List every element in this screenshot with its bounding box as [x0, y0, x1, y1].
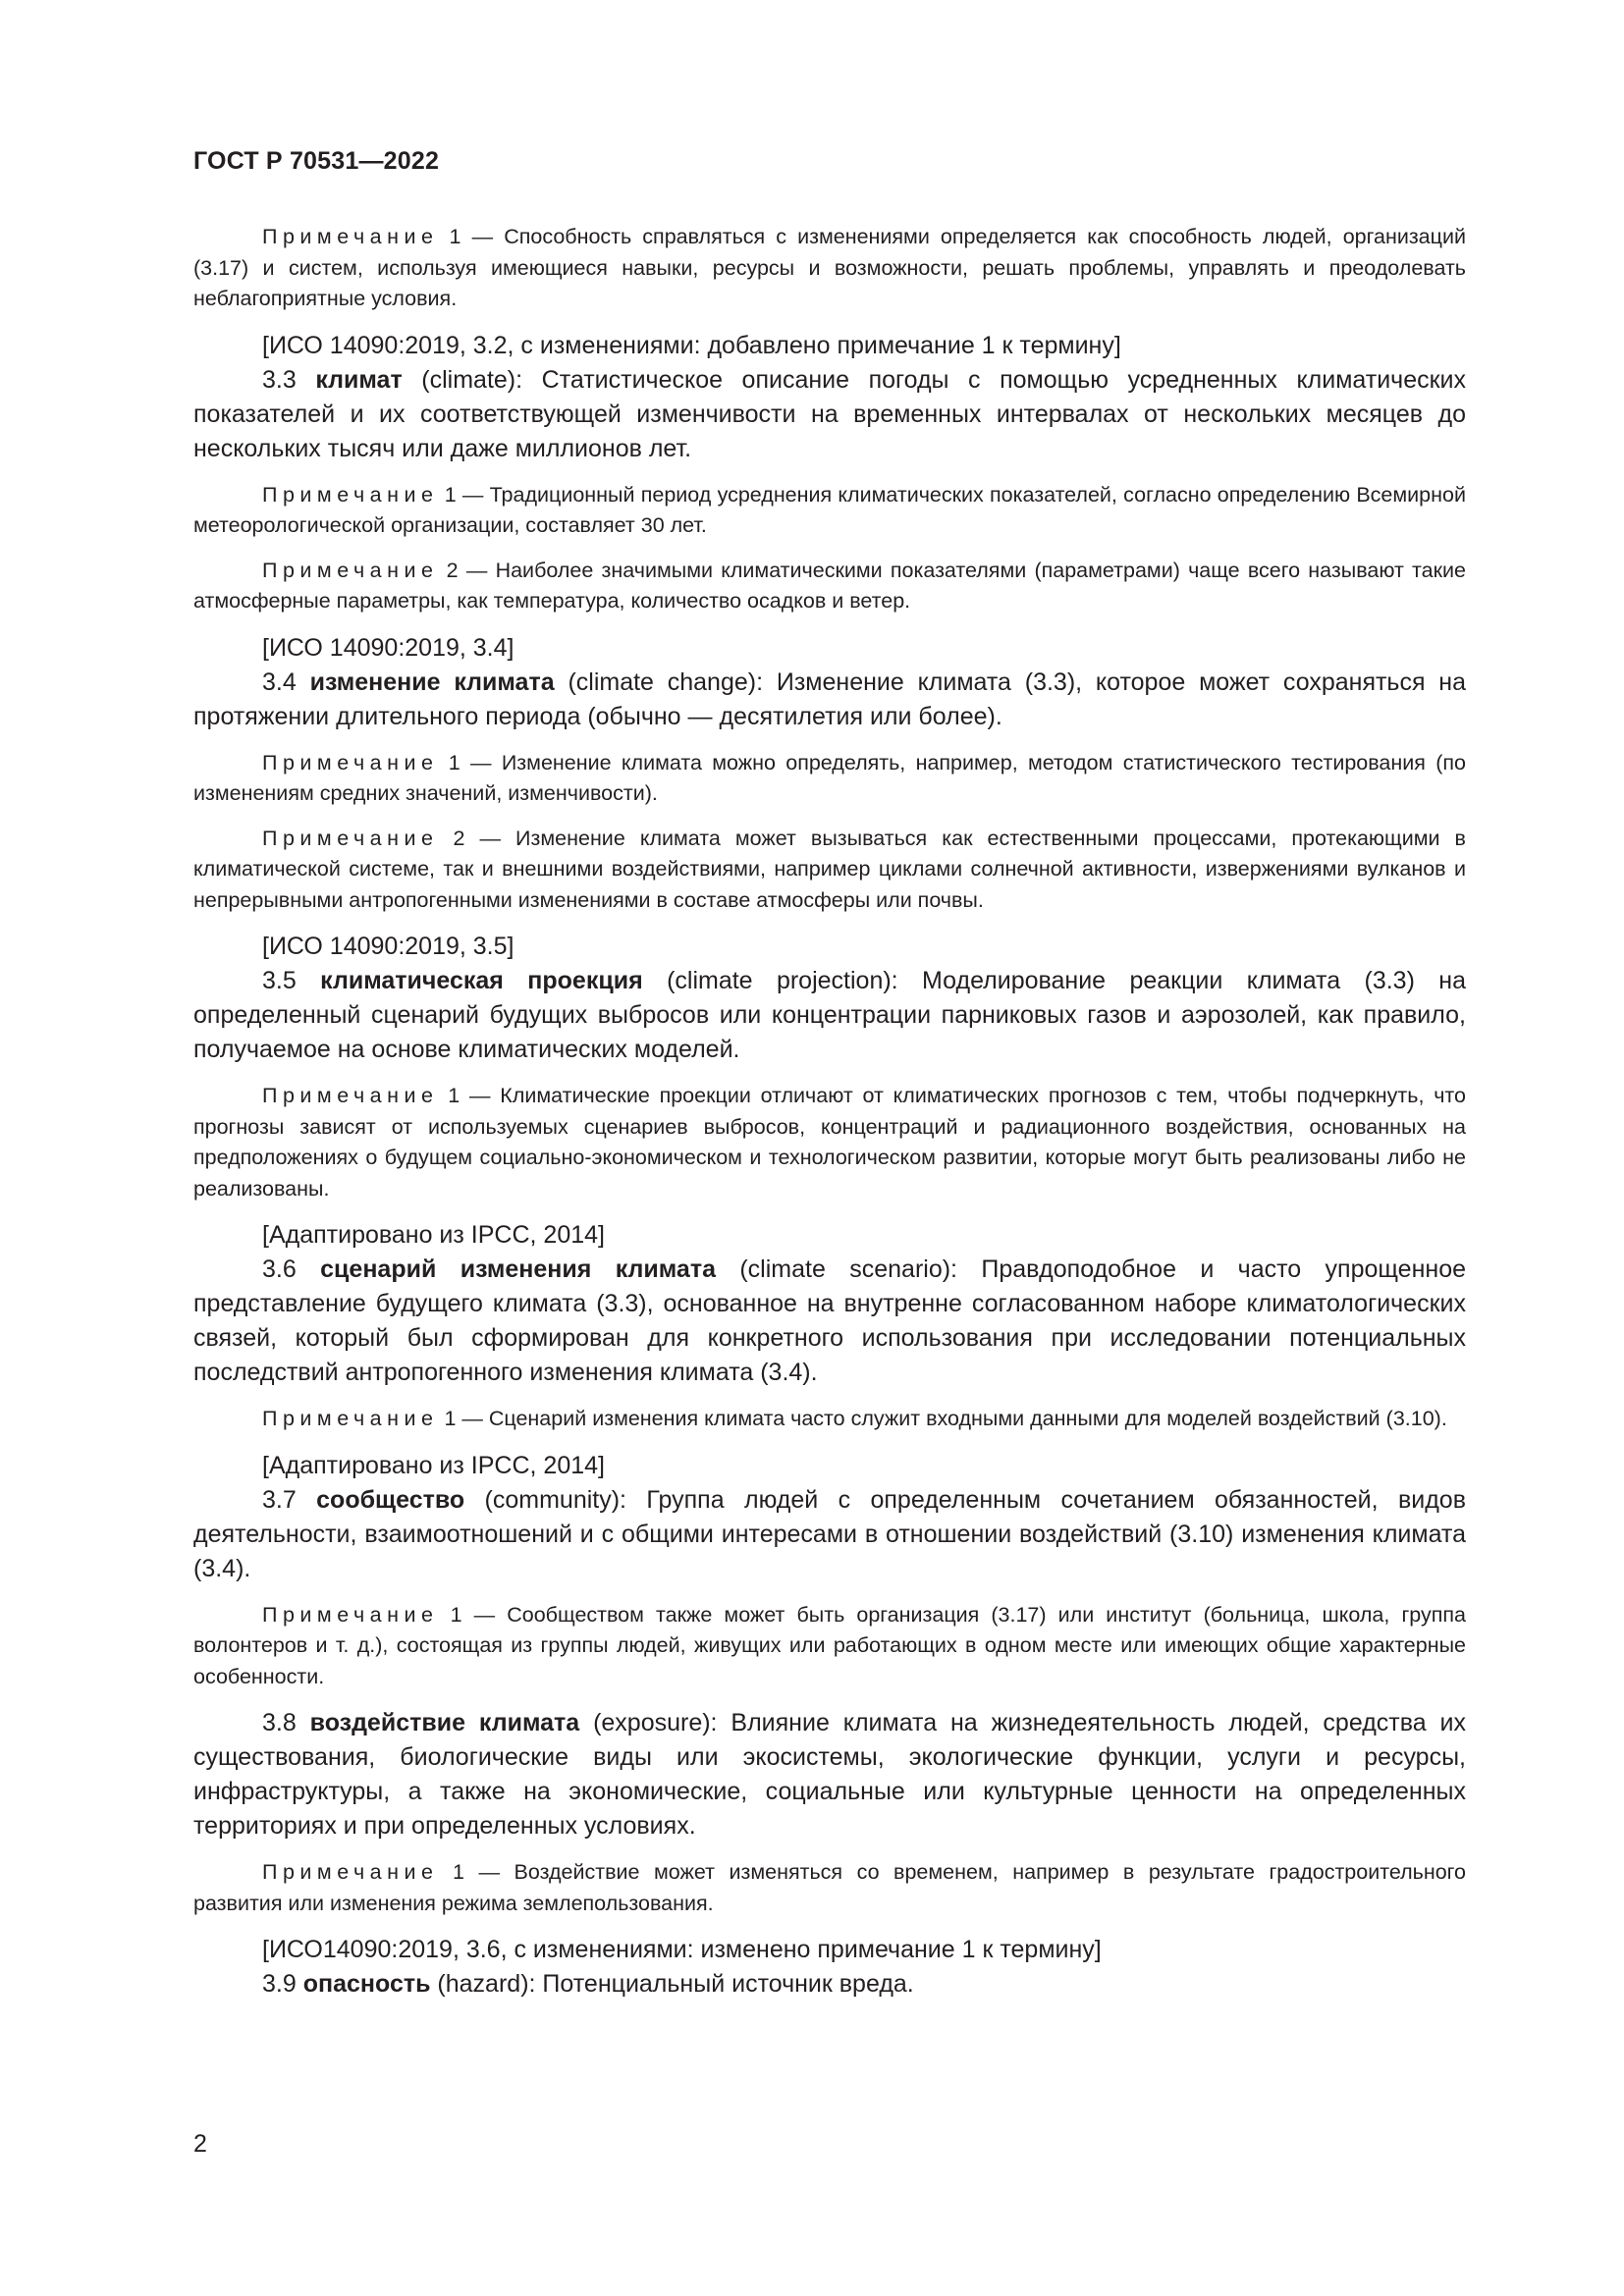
term-name: сообщество — [316, 1485, 465, 1514]
term-number: 3.8 — [262, 1709, 297, 1736]
source-reference: [ИСО14090:2019, 3.6, с изменениями: изменено примечание 1 к термину] — [262, 1936, 1102, 1963]
term-english: (exposure): — [593, 1709, 718, 1736]
note-text: — Изменение климата можно определять, например, методом статистического тестирования (по изменениям средних значений, изменчивости). — [193, 750, 1466, 805]
term-definition — [193, 1253, 1466, 1390]
term-name: климат — [315, 365, 403, 394]
note-paragraph — [193, 1600, 1466, 1693]
term-number: 3.9 — [262, 1970, 297, 1998]
note-text: — Климатические проекции отличают от климатических прогнозов с тем, чтобы подчеркнуть, что прогнозы зависят от используемых сценариев выбросов, концентраций и радиационного воздействия, основанных на предположениях о будущем социально-экономическом и технологическом развитии, которые могут быть реализованы либо не реализованы. — [193, 1084, 1466, 1201]
term-name: изменение климата — [309, 667, 555, 696]
note-text: — Способность справляться с изменениями определяется как способность людей, организаций (3.17) и систем, используя имеющиеся навыки, ресурсы и возможности, решать проблемы, управлять и преодолевать неблагоприятные условия. — [193, 225, 1466, 310]
note-label: Примечание — [262, 1860, 439, 1884]
note-text: — Наиболее значимыми климатическими показателями (параметрами) чаще всего называют такие атмосферные параметры, как температура, количество осадков и ветер. — [193, 558, 1466, 613]
source-reference: [Адаптировано из IPCC, 2014] — [262, 1221, 605, 1249]
term-text: Статистическое описание погоды с помощью усредненных климатических показателей и их соответствующей изменчивости на временных интервалах от нескольких месяцев до нескольких тысяч или даже миллионов лет. — [193, 365, 1467, 462]
note-paragraph — [193, 1857, 1466, 1919]
source-reference: [ИСО 14090:2019, 3.4] — [262, 633, 514, 662]
note-number: 1 — [444, 482, 457, 507]
term-text: Группа людей с определенным сочетанием обязанностей, видов деятельности, взаимоотношений и с общими интересами в отношении воздействий (3.10) изменения климата (3.4). — [193, 1485, 1466, 1582]
note-paragraph — [193, 222, 1466, 315]
term-definition — [193, 1706, 1466, 1843]
note-number: 1 — [444, 1407, 457, 1430]
note-number: 2 — [446, 558, 459, 582]
term-number: 3.4 — [262, 667, 297, 696]
note-label: Примечание — [262, 750, 439, 774]
note-label: Примечание — [262, 1084, 439, 1107]
term-definition — [193, 964, 1466, 1067]
note-label: Примечание — [262, 482, 439, 507]
note-label: Примечание — [262, 1602, 439, 1627]
note-number: 1 — [449, 225, 461, 248]
note-number: 1 — [450, 1602, 462, 1627]
note-paragraph — [193, 480, 1466, 542]
note-text: — Традиционный период усреднения климатических показателей, согласно определению Всемирной метеорологической организации, составляет 30 лет. — [193, 482, 1466, 537]
term-definition — [193, 666, 1466, 734]
term-text: Правдоподобное и часто упрощенное представление будущего климата (3.3), основанное на внутренне согласованном наборе климатологических связей, который был сформирован для конкретного использования при исследовании потенциальных последствий антропогенного изменения климата (3.4). — [193, 1255, 1466, 1386]
term-number: 3.6 — [262, 1255, 297, 1283]
note-paragraph — [193, 556, 1466, 617]
term-english: (climate scenario): — [739, 1255, 958, 1283]
note-text: — Сценарий изменения климата часто служит входными данными для моделей воздействий (3.10). — [461, 1407, 1447, 1430]
page-number: 2 — [193, 2130, 207, 2158]
note-paragraph — [193, 824, 1466, 917]
term-english: (community): — [484, 1485, 626, 1514]
source-reference: [ИСО 14090:2019, 3.2, с изменениями: добавлено примечание 1 к термину] — [262, 331, 1121, 359]
note-paragraph — [193, 1081, 1466, 1204]
document-body — [193, 222, 1466, 2015]
term-english: (climate change): — [568, 667, 764, 696]
term-name: климатическая проекция — [320, 967, 643, 994]
term-text: Потенциальный источник вреда. — [542, 1970, 914, 1998]
term-english: (climate projection): — [667, 967, 898, 994]
term-number: 3.3 — [262, 365, 297, 394]
term-name: воздействие климата — [309, 1709, 580, 1736]
note-label: Примечание — [262, 1407, 439, 1430]
note-label: Примечание — [262, 225, 439, 248]
note-label: Примечание — [262, 826, 439, 850]
term-name: сценарий изменения климата — [320, 1255, 716, 1283]
term-text: Изменение климата (3.3), которое может сохраняться на протяжении длительного периода (обычно — десятилетия или более). — [193, 667, 1467, 730]
source-reference: [ИСО 14090:2019, 3.5] — [262, 933, 514, 960]
term-name: опасность — [302, 1970, 431, 1998]
term-english: (climate): — [421, 365, 523, 394]
term-definition — [193, 1483, 1466, 1586]
note-number: 2 — [453, 826, 465, 850]
note-paragraph — [193, 748, 1466, 810]
note-number: 1 — [452, 1860, 464, 1884]
note-number: 1 — [448, 1084, 460, 1107]
term-definition — [193, 1967, 1466, 2002]
term-english: (hazard): — [437, 1970, 536, 1998]
term-number: 3.5 — [262, 967, 297, 994]
document-header: ГОСТ Р 70531—2022 — [193, 147, 440, 175]
note-paragraph — [193, 1404, 1466, 1435]
note-label: Примечание — [262, 558, 439, 582]
note-number: 1 — [448, 750, 460, 774]
term-text: Моделирование реакции климата (3.3) на определенный сценарий будущих выбросов или концентрации парниковых газов и аэрозолей, как правило, получаемое на основе климатических моделей. — [193, 967, 1466, 1063]
term-number: 3.7 — [262, 1485, 297, 1514]
term-text: Влияние климата на жизнедеятельность людей, средства их существования, биологические виды или экосистемы, экологические функции, услуги и ресурсы, инфраструктуры, а также на экономические, социальные или культурные ценности на определенных территориях и при определенных условиях. — [193, 1709, 1466, 1840]
note-text: — Изменение климата может вызываться как естественными процессами, протекающими в климатической системе, так и внешними воздействиями, например циклами солнечной активности, извержениями вулканов и непрерывными антропогенными изменениями в составе атмосферы или почвы. — [193, 826, 1466, 912]
term-definition — [193, 363, 1466, 466]
source-reference: [Адаптировано из IPCC, 2014] — [262, 1451, 605, 1479]
note-text: — Воздействие может изменяться со временем, например в результате градостроительного развития или изменения режима землепользования. — [193, 1860, 1466, 1915]
note-text: — Сообществом также может быть организация (3.17) или институт (больница, школа, группа волонтеров и т. д.), состоящая из группы людей, живущих или работающих в одном месте или имеющих общие характерные особенности. — [193, 1602, 1467, 1688]
